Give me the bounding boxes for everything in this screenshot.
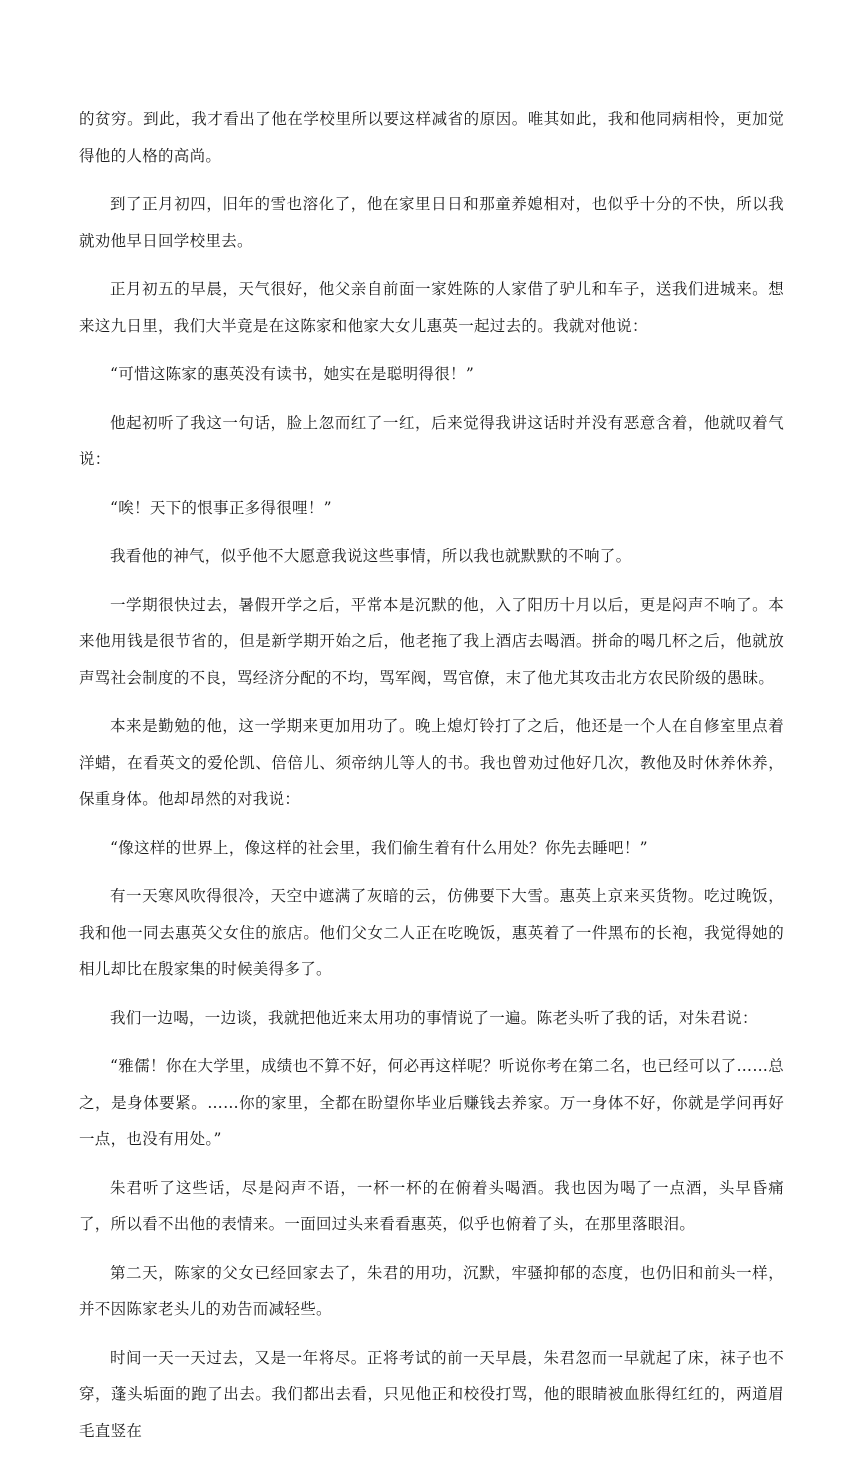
paragraph: 朱君听了这些话，尽是闷声不语，一杯一杯的在俯着头喝酒。我也因为喝了一点酒，头早昏痛了，所以看不出他的表情来。一面回过头来看看惠英，似乎也俯着了头，在那里落眼泪。 [79,1178,784,1233]
paragraph: 到了正月初四，旧年的雪也溶化了，他在家里日日和那童养媳相对，也似乎十分的不快，所以我就劝他早日回学校里去。 [79,195,784,250]
dialogue-paragraph: “雅儒！你在大学里，成绩也不算不好，何必再这样呢？听说你考在第二名，也已经可以了……总之，是身体要紧。……你的家里，全都在盼望你毕业后赚钱去养家。万一身体不好，你就是学问再好一点，也没有用处。” [79,1057,784,1148]
paragraph: 有一天寒风吹得很冷，天空中遮满了灰暗的云，仿佛要下大雪。惠英上京来买货物。吃过晚饭，我和他一同去惠英父女住的旅店。他们父女二人正在吃晚饭，惠英着了一件黑布的长袍，我觉得她的相儿却比在殷家集的时候美得多了。 [79,887,784,978]
paragraph: 一学期很快过去，暑假开学之后，平常本是沉默的他，入了阳历十月以后，更是闷声不响了。本来他用钱是很节省的，但是新学期开始之后，他老拖了我上酒店去喝酒。拼命的喝几杯之后，他就放声骂社会制度的不良，骂经济分配的不均，骂军阀，骂官僚，末了他尤其攻击北方农民阶级的愚昧。 [79,595,784,687]
paragraph: 本来是勤勉的他，这一学期来更加用功了。晚上熄灯铃打了之后，他还是一个人在自修室里点着洋蜡，在看英文的爱伦凯、倍倍儿、须帝纳儿等人的书。我也曾劝过他好几次，教他及时休养休养，保重身体。他却昂然的对我说： [79,717,784,808]
paragraph: 第二天，陈家的父女已经回家去了，朱君的用功，沉默，牢骚抑郁的态度，也仍旧和前头一样，并不因陈家老头儿的劝告而减轻些。 [79,1263,784,1318]
document-body [79,101,784,1461]
dialogue-paragraph: “像这样的世界上，像这样的社会里，我们偷生着有什么用处？你先去睡吧！” [110,838,648,857]
paragraph: 他起初听了我这一句话，脸上忽而红了一红，后来觉得我讲这话时并没有恶意含着，他就叹着气说： [79,413,784,468]
paragraph: 我看他的神气，似乎他不大愿意我说这些事情，所以我也就默默的不响了。 [110,547,632,565]
dialogue-paragraph: “唉！天下的恨事正多得很哩！” [110,498,332,517]
paragraph: 我们一边喝，一边谈，我就把他近来太用功的事情说了一遍。陈老头听了我的话，对朱君说： [110,1008,758,1027]
paragraph: 时间一天一天过去，又是一年将尽。正将考试的前一天早晨，朱君忽而一早就起了床，袜子也不穿，蓬头垢面的跑了出去。我们都出去看，只见他正和校役打骂，他的眼睛被血胀得红红的，两道眉毛直竖在 [79,1348,784,1440]
dialogue-paragraph: “可惜这陈家的惠英没有读书，她实在是聪明得很！” [110,365,475,383]
paragraph: 正月初五的早晨，天气很好，他父亲自前面一家姓陈的人家借了驴儿和车子，送我们进城来。想来这九日里，我们大半竟是在这陈家和他家大女儿惠英一起过去的。我就对他说： [79,280,784,335]
paragraph: 的贫穷。到此，我才看出了他在学校里所以要这样减省的原因。唯其如此，我和他同病相怜，更加觉得他的人格的高尚。 [79,110,784,165]
